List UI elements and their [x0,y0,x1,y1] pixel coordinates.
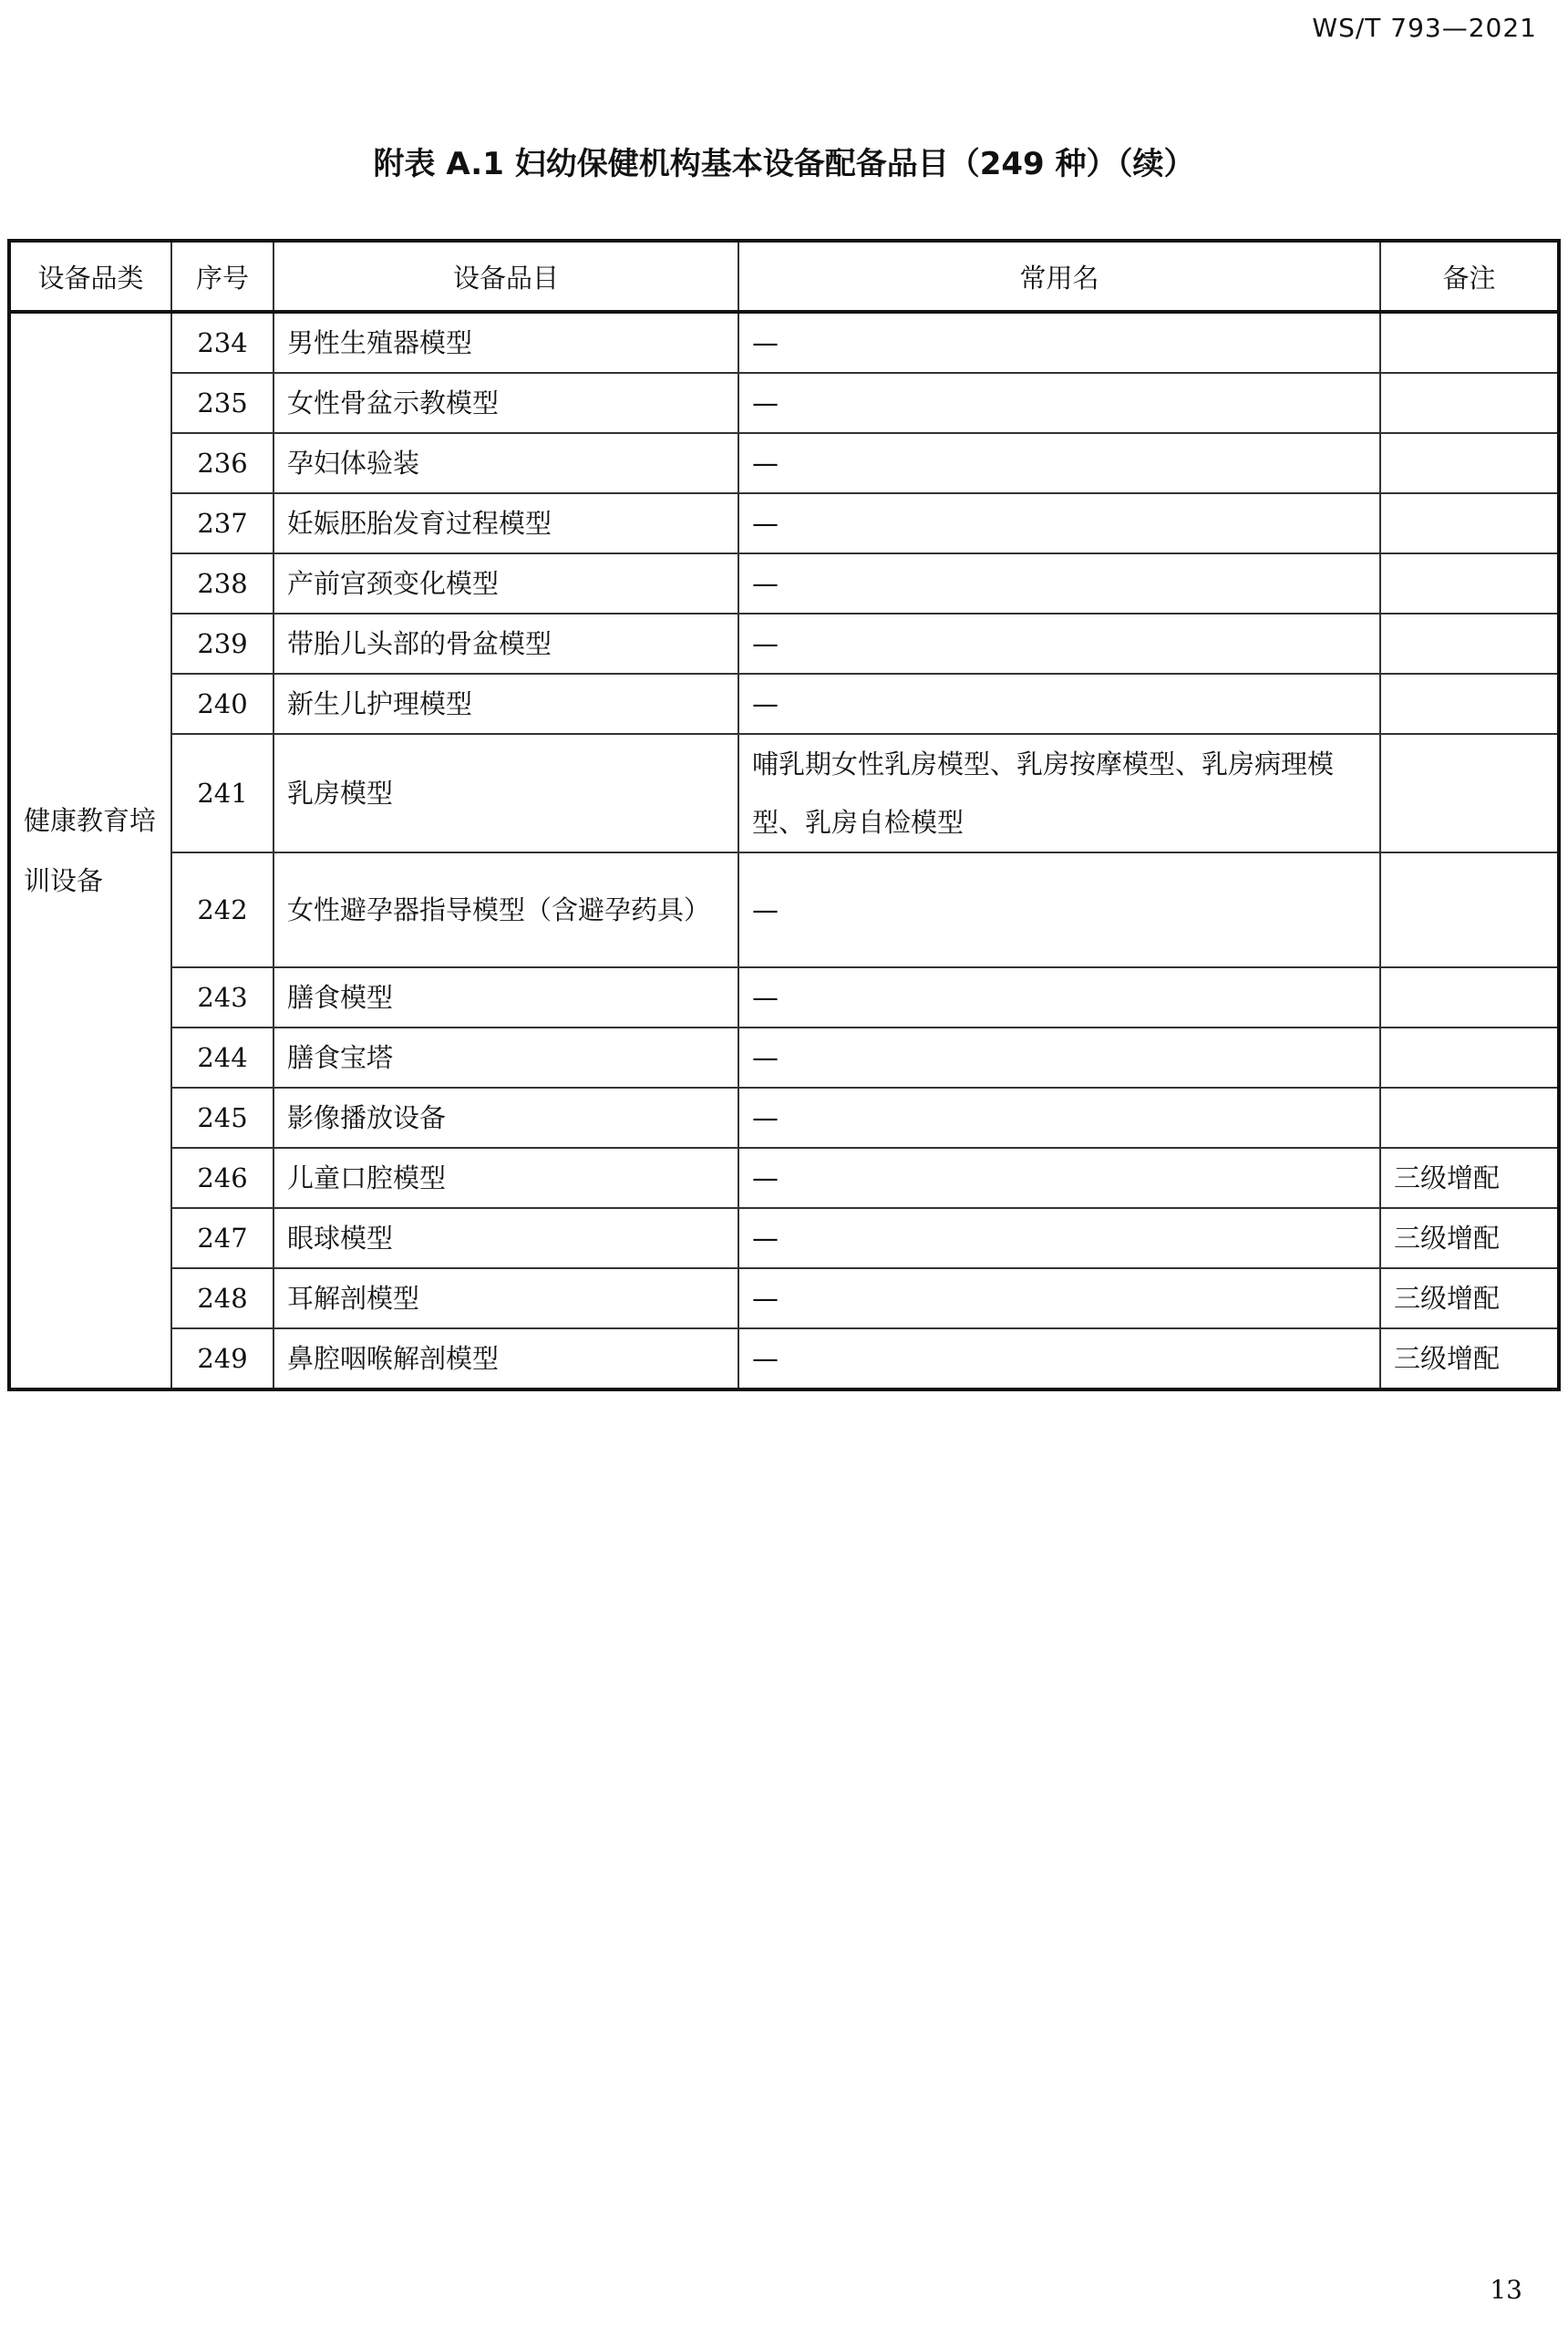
row-note: 三级增配 [1380,1328,1559,1389]
row-item: 眼球模型 [273,1208,738,1268]
row-no: 249 [171,1328,273,1389]
row-no: 238 [171,553,273,614]
row-no: 245 [171,1088,273,1148]
row-note [1380,1028,1559,1088]
row-common: 哺乳期女性乳房模型、乳房按摩模型、乳房病理模型、乳房自检模型 [738,734,1380,852]
row-note [1380,614,1559,674]
row-item: 儿童口腔模型 [273,1148,738,1208]
row-no: 243 [171,967,273,1028]
row-item: 新生儿护理模型 [273,674,738,734]
row-note: 三级增配 [1380,1208,1559,1268]
row-note [1380,312,1559,373]
row-common: — [738,1268,1380,1328]
row-no: 237 [171,493,273,553]
row-note [1380,1088,1559,1148]
row-common: — [738,553,1380,614]
table-title: 附表 A.1 妇幼保健机构基本设备配备品目（249 种）（续） [373,146,1195,182]
row-common: — [738,614,1380,674]
row-no: 234 [171,312,273,373]
row-note [1380,852,1559,967]
row-item: 女性避孕器指导模型（含避孕药具） [273,852,738,967]
row-note [1380,734,1559,852]
row-common: — [738,852,1380,967]
row-common: — [738,1088,1380,1148]
row-no: 244 [171,1028,273,1088]
row-note [1380,433,1559,493]
row-no: 239 [171,614,273,674]
row-common: — [738,373,1380,433]
table-row [9,1028,1559,1088]
row-no: 235 [171,373,273,433]
row-item: 影像播放设备 [273,1088,738,1148]
row-no: 241 [171,734,273,852]
page-number: 13 [1490,2275,1522,2305]
table-row [9,1268,1559,1328]
row-item: 男性生殖器模型 [273,312,738,373]
col-header-note: 备注 [1380,241,1559,312]
row-item: 鼻腔咽喉解剖模型 [273,1328,738,1389]
row-item: 膳食模型 [273,967,738,1028]
table-header-row [9,241,1559,312]
table-row [9,852,1559,967]
row-no: 236 [171,433,273,493]
row-item: 孕妇体验装 [273,433,738,493]
row-common: — [738,1148,1380,1208]
row-item: 乳房模型 [273,734,738,852]
row-common: — [738,674,1380,734]
table-row [9,553,1559,614]
row-no: 242 [171,852,273,967]
row-no: 246 [171,1148,273,1208]
row-common: — [738,1028,1380,1088]
row-item: 产前宫颈变化模型 [273,553,738,614]
standard-code: WS/T 793—2021 [1312,13,1537,43]
row-item: 妊娠胚胎发育过程模型 [273,493,738,553]
table-row [9,373,1559,433]
table-row [9,674,1559,734]
row-common: — [738,967,1380,1028]
row-no: 247 [171,1208,273,1268]
row-note: 三级增配 [1380,1268,1559,1328]
row-note [1380,674,1559,734]
row-common: — [738,1328,1380,1389]
row-note [1380,493,1559,553]
table-row [9,493,1559,553]
row-common: — [738,1208,1380,1268]
table-row [9,1088,1559,1148]
table-row [9,734,1559,852]
row-common: — [738,312,1380,373]
col-header-common: 常用名 [738,241,1380,312]
row-item: 膳食宝塔 [273,1028,738,1088]
col-header-no: 序号 [171,241,273,312]
table-row [9,1148,1559,1208]
row-item: 耳解剖模型 [273,1268,738,1328]
table-row [9,1328,1559,1389]
row-item: 女性骨盆示教模型 [273,373,738,433]
category-cell: 健康教育培训设备 [9,312,171,1389]
table-row [9,967,1559,1028]
equipment-table [7,239,1561,1391]
row-note: 三级增配 [1380,1148,1559,1208]
table-row [9,433,1559,493]
row-no: 248 [171,1268,273,1328]
row-note [1380,967,1559,1028]
col-header-item: 设备品目 [273,241,738,312]
row-item: 带胎儿头部的骨盆模型 [273,614,738,674]
row-no: 240 [171,674,273,734]
row-common: — [738,433,1380,493]
table-row [9,614,1559,674]
col-header-category: 设备品类 [9,241,171,312]
row-note [1380,373,1559,433]
row-note [1380,553,1559,614]
table-row [9,1208,1559,1268]
table-row [9,312,1559,373]
row-common: — [738,493,1380,553]
